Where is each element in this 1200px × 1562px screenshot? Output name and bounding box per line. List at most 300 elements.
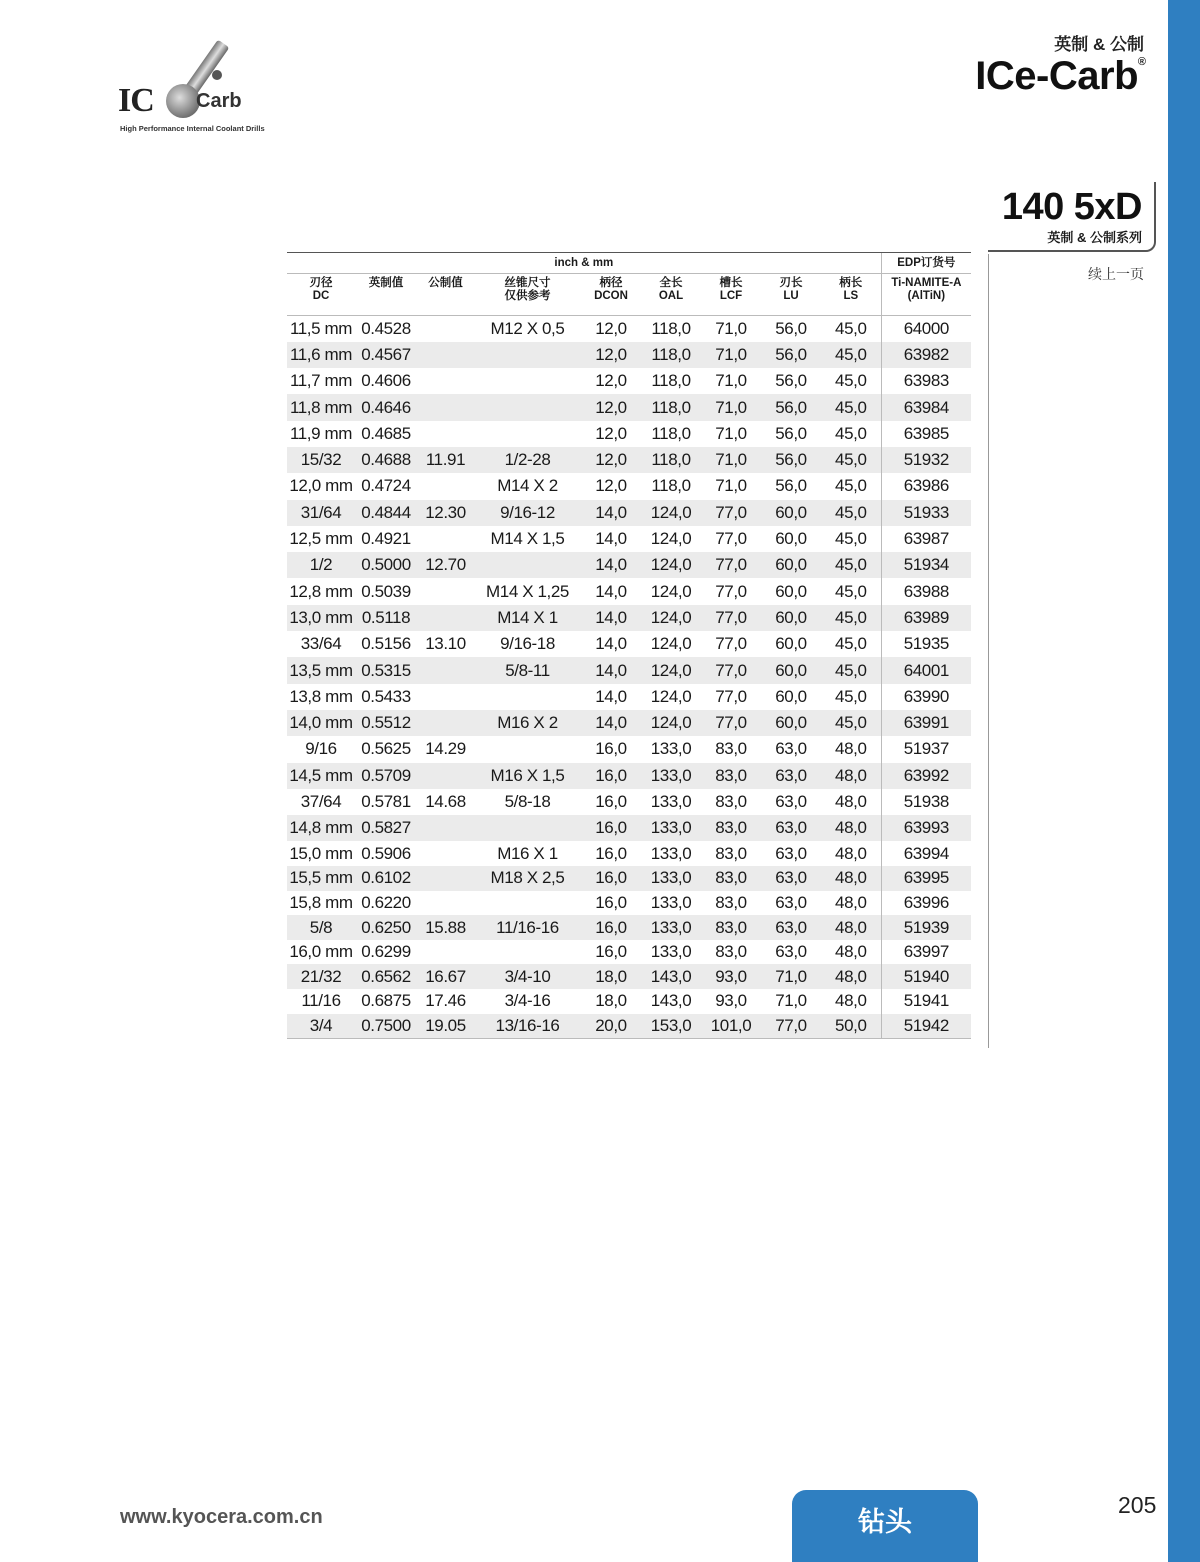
table-cell: 0.5625	[361, 739, 411, 759]
table-cell: 64000	[881, 316, 971, 342]
table-cell: 0.4844	[355, 500, 417, 526]
table-cell: 12.30	[417, 500, 474, 526]
table-row	[287, 500, 971, 526]
table-cell: 118,0	[651, 318, 691, 338]
table-cell: 0.5433	[361, 686, 411, 706]
table-cell: 18,0	[595, 991, 627, 1011]
table-cell: 0.6562	[355, 964, 417, 989]
table-cell: 18,0	[581, 964, 641, 989]
header-subtitle: 英制 & 公制	[1054, 35, 1144, 54]
table-cell: M16 X 1,5	[474, 763, 581, 789]
table-cell: 16,0 mm	[289, 942, 353, 962]
edp-header: EDP订货号	[881, 253, 971, 274]
table-cell: 12,0	[581, 394, 641, 420]
ice-carb-logo	[116, 22, 265, 137]
table-cell: 71,0	[715, 371, 747, 391]
footer-section-tab	[792, 1490, 978, 1562]
table-row	[287, 342, 971, 368]
table-cell: 0.5000	[355, 552, 417, 578]
table-cell: 15,8 mm	[289, 892, 353, 912]
table-cell: 93,0	[701, 964, 761, 989]
table-cell: 60,0	[775, 529, 807, 549]
table-cell: 77,0	[715, 581, 747, 601]
table-cell: 0.6102	[355, 866, 417, 891]
table-cell: 71,0	[715, 476, 747, 496]
table-cell: 71,0	[701, 342, 761, 368]
table-cell: 133,0	[650, 942, 692, 962]
table-cell	[474, 940, 581, 965]
table-cell: 83,0	[715, 739, 747, 759]
series-box	[988, 182, 1156, 252]
table-cell: 56,0	[761, 394, 821, 420]
table-cell: 133,0	[650, 843, 692, 863]
table-cell: 63985	[881, 421, 971, 447]
table-cell	[417, 815, 474, 841]
table-cell: 21/32	[287, 964, 355, 989]
table-cell: 83,0	[715, 791, 747, 811]
table-cell	[417, 710, 474, 736]
table-cell	[474, 421, 581, 447]
table-cell: 15/32	[287, 447, 355, 473]
table-cell	[417, 657, 474, 683]
table-cell: 63984	[881, 394, 971, 420]
table-cell: 12,0	[581, 342, 641, 368]
table-cell: 45,0	[835, 581, 867, 601]
table-cell: 31/64	[287, 500, 355, 526]
table-row	[287, 526, 971, 552]
table-cell	[417, 866, 474, 891]
table-row	[287, 447, 971, 473]
table-cell: 51933	[881, 500, 971, 526]
table-cell: 14,0	[595, 686, 627, 706]
registered-mark: ®	[1137, 56, 1146, 68]
table-cell: 0.5039	[361, 581, 411, 601]
continued-note: 续上一页	[1088, 266, 1144, 282]
table-cell	[474, 684, 581, 710]
column-header: 公制值	[417, 274, 474, 316]
table-cell: 56,0	[775, 423, 807, 443]
table-cell: 124,0	[650, 634, 692, 654]
table-cell: 9/16	[305, 739, 337, 759]
table-row	[287, 940, 971, 965]
table-cell: 0.4646	[355, 394, 417, 420]
column-header: 柄长 LS	[821, 274, 881, 316]
table-cell	[417, 841, 474, 866]
table-cell	[474, 394, 581, 420]
table-cell: 83,0	[715, 942, 747, 962]
table-cell	[474, 552, 581, 578]
table-cell: 37/64	[300, 791, 342, 811]
table-cell: 20,0	[581, 1014, 641, 1039]
table-cell: 45,0	[821, 552, 881, 578]
table-cell	[417, 342, 474, 368]
table-cell: 63992	[881, 763, 971, 789]
table-cell: 0.5118	[355, 605, 417, 631]
table-cell: 33/64	[300, 634, 342, 654]
table-cell: 63982	[881, 342, 971, 368]
table-cell: 83,0	[715, 843, 747, 863]
table-cell: 14.29	[425, 739, 466, 759]
table-cell: 14,0	[581, 657, 641, 683]
table-cell: 63,0	[775, 843, 807, 863]
table-cell: 63996	[881, 891, 971, 916]
table-cell: 12.70	[417, 552, 474, 578]
table-cell: 14,0	[595, 634, 627, 654]
table-cell: 133,0	[641, 915, 701, 940]
table-cell: 124,0	[641, 500, 701, 526]
table-cell: 0.4724	[361, 476, 411, 496]
table-cell: 0.4921	[361, 529, 411, 549]
table-cell: 71,0	[701, 447, 761, 473]
table-cell: 45,0	[821, 447, 881, 473]
table-cell: 14,0 mm	[287, 710, 355, 736]
footer-tab-label: 钻头	[858, 1507, 912, 1537]
table-cell: 143,0	[650, 991, 692, 1011]
table-cell: 14,8 mm	[287, 815, 355, 841]
table-cell: 77,0	[715, 529, 747, 549]
table-cell	[417, 605, 474, 631]
table-cell: 48,0	[835, 843, 867, 863]
table-cell: 77,0	[715, 686, 747, 706]
table-cell: 45,0	[835, 634, 867, 654]
table-cell	[417, 526, 474, 552]
table-cell: 124,0	[641, 552, 701, 578]
column-header: 槽长 LCF	[701, 274, 761, 316]
table-cell: 15,5 mm	[287, 866, 355, 891]
table-row	[287, 657, 971, 683]
table-cell: 45,0	[821, 605, 881, 631]
side-accent-bar	[1168, 0, 1200, 1562]
table-cell: 11,9 mm	[289, 423, 353, 443]
table-cell: 77,0	[701, 500, 761, 526]
drill-spec-table	[287, 252, 971, 1039]
table-cell	[417, 891, 474, 916]
table-cell: 0.5315	[355, 657, 417, 683]
table-cell: 5/8	[287, 915, 355, 940]
table-cell: 60,0	[761, 552, 821, 578]
table-cell: 64001	[881, 657, 971, 683]
table-cell: 124,0	[641, 657, 701, 683]
table-cell: 60,0	[761, 500, 821, 526]
table-row	[287, 866, 971, 891]
table-cell: M16 X 1	[497, 843, 558, 863]
table-cell: 1/2-28	[474, 447, 581, 473]
table-cell: M18 X 2,5	[474, 866, 581, 891]
table-cell	[417, 316, 474, 342]
table-cell: 0.5906	[361, 843, 411, 863]
table-cell: 77,0	[761, 1014, 821, 1039]
logo-carb-text: Carb	[196, 90, 242, 112]
table-cell: 56,0	[775, 476, 807, 496]
table-cell: 48,0	[835, 942, 867, 962]
table-cell: 83,0	[715, 892, 747, 912]
table-cell: 11/16-16	[474, 915, 581, 940]
table-cell: 0.5512	[355, 710, 417, 736]
series-title: 140 5xD	[1001, 186, 1142, 228]
table-cell: 11,6 mm	[287, 342, 355, 368]
table-cell: 14.68	[425, 791, 466, 811]
table-cell: 45,0	[821, 394, 881, 420]
table-cell: 45,0	[835, 476, 867, 496]
table-row	[287, 815, 971, 841]
table-row	[287, 473, 971, 499]
table-row	[287, 421, 971, 447]
table-cell: 0.4567	[355, 342, 417, 368]
table-cell: 60,0	[775, 686, 807, 706]
table-cell: 48,0	[835, 991, 867, 1011]
table-cell: 124,0	[641, 710, 701, 736]
column-header: 刃径 DC	[287, 274, 355, 316]
table-cell: 0.6875	[361, 991, 411, 1011]
table-row	[287, 736, 971, 762]
column-header: 刃长 LU	[761, 274, 821, 316]
table-cell: 48,0	[821, 866, 881, 891]
table-cell: 17.46	[425, 991, 466, 1011]
table-cell: 16,0	[581, 866, 641, 891]
table-cell: 63989	[881, 605, 971, 631]
table-row	[287, 964, 971, 989]
table-row	[287, 915, 971, 940]
table-cell: 3/4-10	[474, 964, 581, 989]
divider-line	[988, 254, 989, 1048]
column-header: 丝锥尺寸 仅供参考	[474, 274, 581, 316]
table-cell: 12,0 mm	[289, 476, 353, 496]
table-cell: 63997	[881, 940, 971, 965]
table-cell: 124,0	[650, 529, 692, 549]
table-cell: 77,0	[701, 552, 761, 578]
table-cell: 48,0	[835, 791, 867, 811]
table-cell	[417, 940, 474, 965]
table-cell: 51942	[881, 1014, 971, 1039]
table-cell: M12 X 0,5	[490, 318, 565, 338]
table-cell: 63,0	[775, 892, 807, 912]
table-cell: 71,0	[761, 964, 821, 989]
table-cell: 51940	[881, 964, 971, 989]
table-cell: 45,0	[821, 657, 881, 683]
table-row	[287, 763, 971, 789]
table-cell	[417, 394, 474, 420]
table-cell: 0.5781	[361, 791, 411, 811]
table-cell: 63988	[881, 578, 971, 604]
table-cell: 0.4528	[361, 318, 411, 338]
table-cell: 60,0	[761, 710, 821, 736]
table-cell	[417, 421, 474, 447]
table-cell: M14 X 1,5	[490, 529, 565, 549]
table-cell: 12,8 mm	[289, 581, 353, 601]
table-cell: 71,0	[701, 394, 761, 420]
table-cell: 51935	[881, 631, 971, 657]
table-cell: 45,0	[821, 500, 881, 526]
table-cell: 124,0	[641, 605, 701, 631]
logo-ic-text: IC	[118, 82, 154, 119]
table-cell: 14,0	[581, 552, 641, 578]
table-row	[287, 631, 971, 657]
table-cell: 12,0	[595, 423, 627, 443]
table-cell: 11/16	[301, 991, 341, 1011]
table-row	[287, 684, 971, 710]
table-cell	[474, 891, 581, 916]
table-cell: 118,0	[641, 447, 701, 473]
table-cell: 48,0	[821, 964, 881, 989]
logo-circle-icon	[166, 84, 200, 118]
table-cell: 45,0	[835, 529, 867, 549]
table-cell: 0.6250	[355, 915, 417, 940]
table-cell: 15,0 mm	[289, 843, 353, 863]
table-cell: 101,0	[701, 1014, 761, 1039]
table-cell: 16,0	[595, 843, 627, 863]
table-cell: M16 X 2	[474, 710, 581, 736]
table-cell: 63994	[881, 841, 971, 866]
table-cell: 14,5 mm	[287, 763, 355, 789]
table-cell: 63983	[881, 368, 971, 394]
table-cell: 63995	[881, 866, 971, 891]
table-cell	[474, 342, 581, 368]
table-cell: 14,0	[581, 605, 641, 631]
table-cell: 19.05	[417, 1014, 474, 1039]
table-cell: 56,0	[775, 371, 807, 391]
table-cell: 0.4606	[361, 371, 411, 391]
table-cell: 77,0	[701, 605, 761, 631]
table-cell: 45,0	[835, 371, 867, 391]
table-cell: 51932	[881, 447, 971, 473]
table-cell: 3/4	[287, 1014, 355, 1039]
table-cell: 63,0	[775, 942, 807, 962]
table-cell: 9/16-12	[474, 500, 581, 526]
table-cell: 9/16-18	[500, 634, 555, 654]
header-title: ICe-Carb	[975, 54, 1138, 98]
table-cell: 45,0	[835, 423, 867, 443]
table-cell: 16,0	[581, 815, 641, 841]
table-cell: 63,0	[761, 866, 821, 891]
table-cell: 124,0	[650, 686, 692, 706]
table-cell: 60,0	[761, 605, 821, 631]
table-cell: 124,0	[650, 581, 692, 601]
table-cell: 12,5 mm	[289, 529, 353, 549]
table-cell: 63991	[881, 710, 971, 736]
table-cell: 16,0	[595, 739, 627, 759]
table-cell: 0.4688	[355, 447, 417, 473]
table-cell: 133,0	[641, 763, 701, 789]
table-row	[287, 316, 971, 342]
table-cell: 63,0	[775, 791, 807, 811]
table-cell: 63,0	[761, 915, 821, 940]
column-header-row	[287, 274, 971, 316]
table-cell: 0.6299	[361, 942, 411, 962]
table-cell: 45,0	[821, 342, 881, 368]
table-cell: 71,0	[775, 991, 807, 1011]
table-cell: 12,0	[595, 318, 627, 338]
table-cell: 93,0	[715, 991, 747, 1011]
table-cell: M14 X 2	[497, 476, 558, 496]
table-cell: 83,0	[701, 915, 761, 940]
table-cell: 51934	[881, 552, 971, 578]
table-cell: M14 X 1,25	[486, 581, 569, 601]
table-cell: 51938	[881, 789, 971, 815]
table-cell: 83,0	[701, 815, 761, 841]
table-cell: 48,0	[835, 739, 867, 759]
table-row	[287, 578, 971, 604]
table-cell: 153,0	[641, 1014, 701, 1039]
table-row	[287, 605, 971, 631]
table-cell: 133,0	[641, 815, 701, 841]
footer-url[interactable]: www.kyocera.com.cn	[120, 1506, 323, 1528]
table-cell	[474, 368, 581, 394]
table-cell: 83,0	[701, 763, 761, 789]
table-cell: 45,0	[835, 318, 867, 338]
table-cell: 14,0	[581, 500, 641, 526]
table-cell: 63,0	[761, 763, 821, 789]
table-cell: 50,0	[821, 1014, 881, 1039]
table-row	[287, 1014, 971, 1039]
table-cell: 13.10	[425, 634, 466, 654]
table-row	[287, 394, 971, 420]
group-header: inch & mm	[287, 253, 881, 274]
table-cell: 56,0	[775, 318, 807, 338]
table-cell: 63987	[881, 526, 971, 552]
table-cell: 13,0 mm	[287, 605, 355, 631]
table-cell: 48,0	[821, 763, 881, 789]
table-cell: 51941	[881, 989, 971, 1014]
logo-tagline: High Performance Internal Coolant Drills	[120, 124, 265, 133]
table-cell: 0.5156	[361, 634, 411, 654]
column-header: 全长 OAL	[641, 274, 701, 316]
table-cell: 12,0	[595, 371, 627, 391]
table-cell	[474, 736, 581, 762]
table-cell: 118,0	[651, 371, 691, 391]
table-cell: 63993	[881, 815, 971, 841]
table-cell: 118,0	[641, 394, 701, 420]
table-cell: 71,0	[715, 318, 747, 338]
table-cell: 83,0	[701, 866, 761, 891]
table-cell: 56,0	[761, 342, 821, 368]
page-number: 205	[1118, 1492, 1157, 1518]
table-cell: 77,0	[701, 657, 761, 683]
table-cell: 14,0	[581, 710, 641, 736]
table-cell	[417, 368, 474, 394]
table-cell: 0.6220	[361, 892, 411, 912]
table-cell: 0.5827	[355, 815, 417, 841]
table-cell: 16,0	[595, 892, 627, 912]
table-cell: 16,0	[595, 791, 627, 811]
column-header: 英制值	[355, 274, 417, 316]
table-row	[287, 789, 971, 815]
table-cell: 63986	[881, 473, 971, 499]
table-row	[287, 989, 971, 1014]
table-cell: 5/8-18	[504, 791, 551, 811]
table-cell: 48,0	[821, 815, 881, 841]
table-cell: 133,0	[650, 739, 692, 759]
table-cell: 11,7 mm	[289, 371, 353, 391]
table-row	[287, 710, 971, 736]
table-cell: 77,0	[715, 634, 747, 654]
table-cell: 60,0	[775, 634, 807, 654]
table-cell: 45,0	[821, 710, 881, 736]
table-cell: 133,0	[650, 892, 692, 912]
table-cell: 60,0	[761, 657, 821, 683]
table-cell: 118,0	[651, 476, 691, 496]
series-subtitle: 英制 & 公制系列	[1047, 230, 1142, 245]
table-cell: 13,8 mm	[289, 686, 353, 706]
table-cell: 12,0	[595, 476, 627, 496]
column-header: 柄径 DCON	[581, 274, 641, 316]
table-row	[287, 368, 971, 394]
table-cell: 15.88	[417, 915, 474, 940]
table-cell: 56,0	[761, 447, 821, 473]
table-cell: 133,0	[650, 791, 692, 811]
table-cell: 45,0	[835, 686, 867, 706]
table-row	[287, 841, 971, 866]
table-cell: 3/4-16	[504, 991, 551, 1011]
